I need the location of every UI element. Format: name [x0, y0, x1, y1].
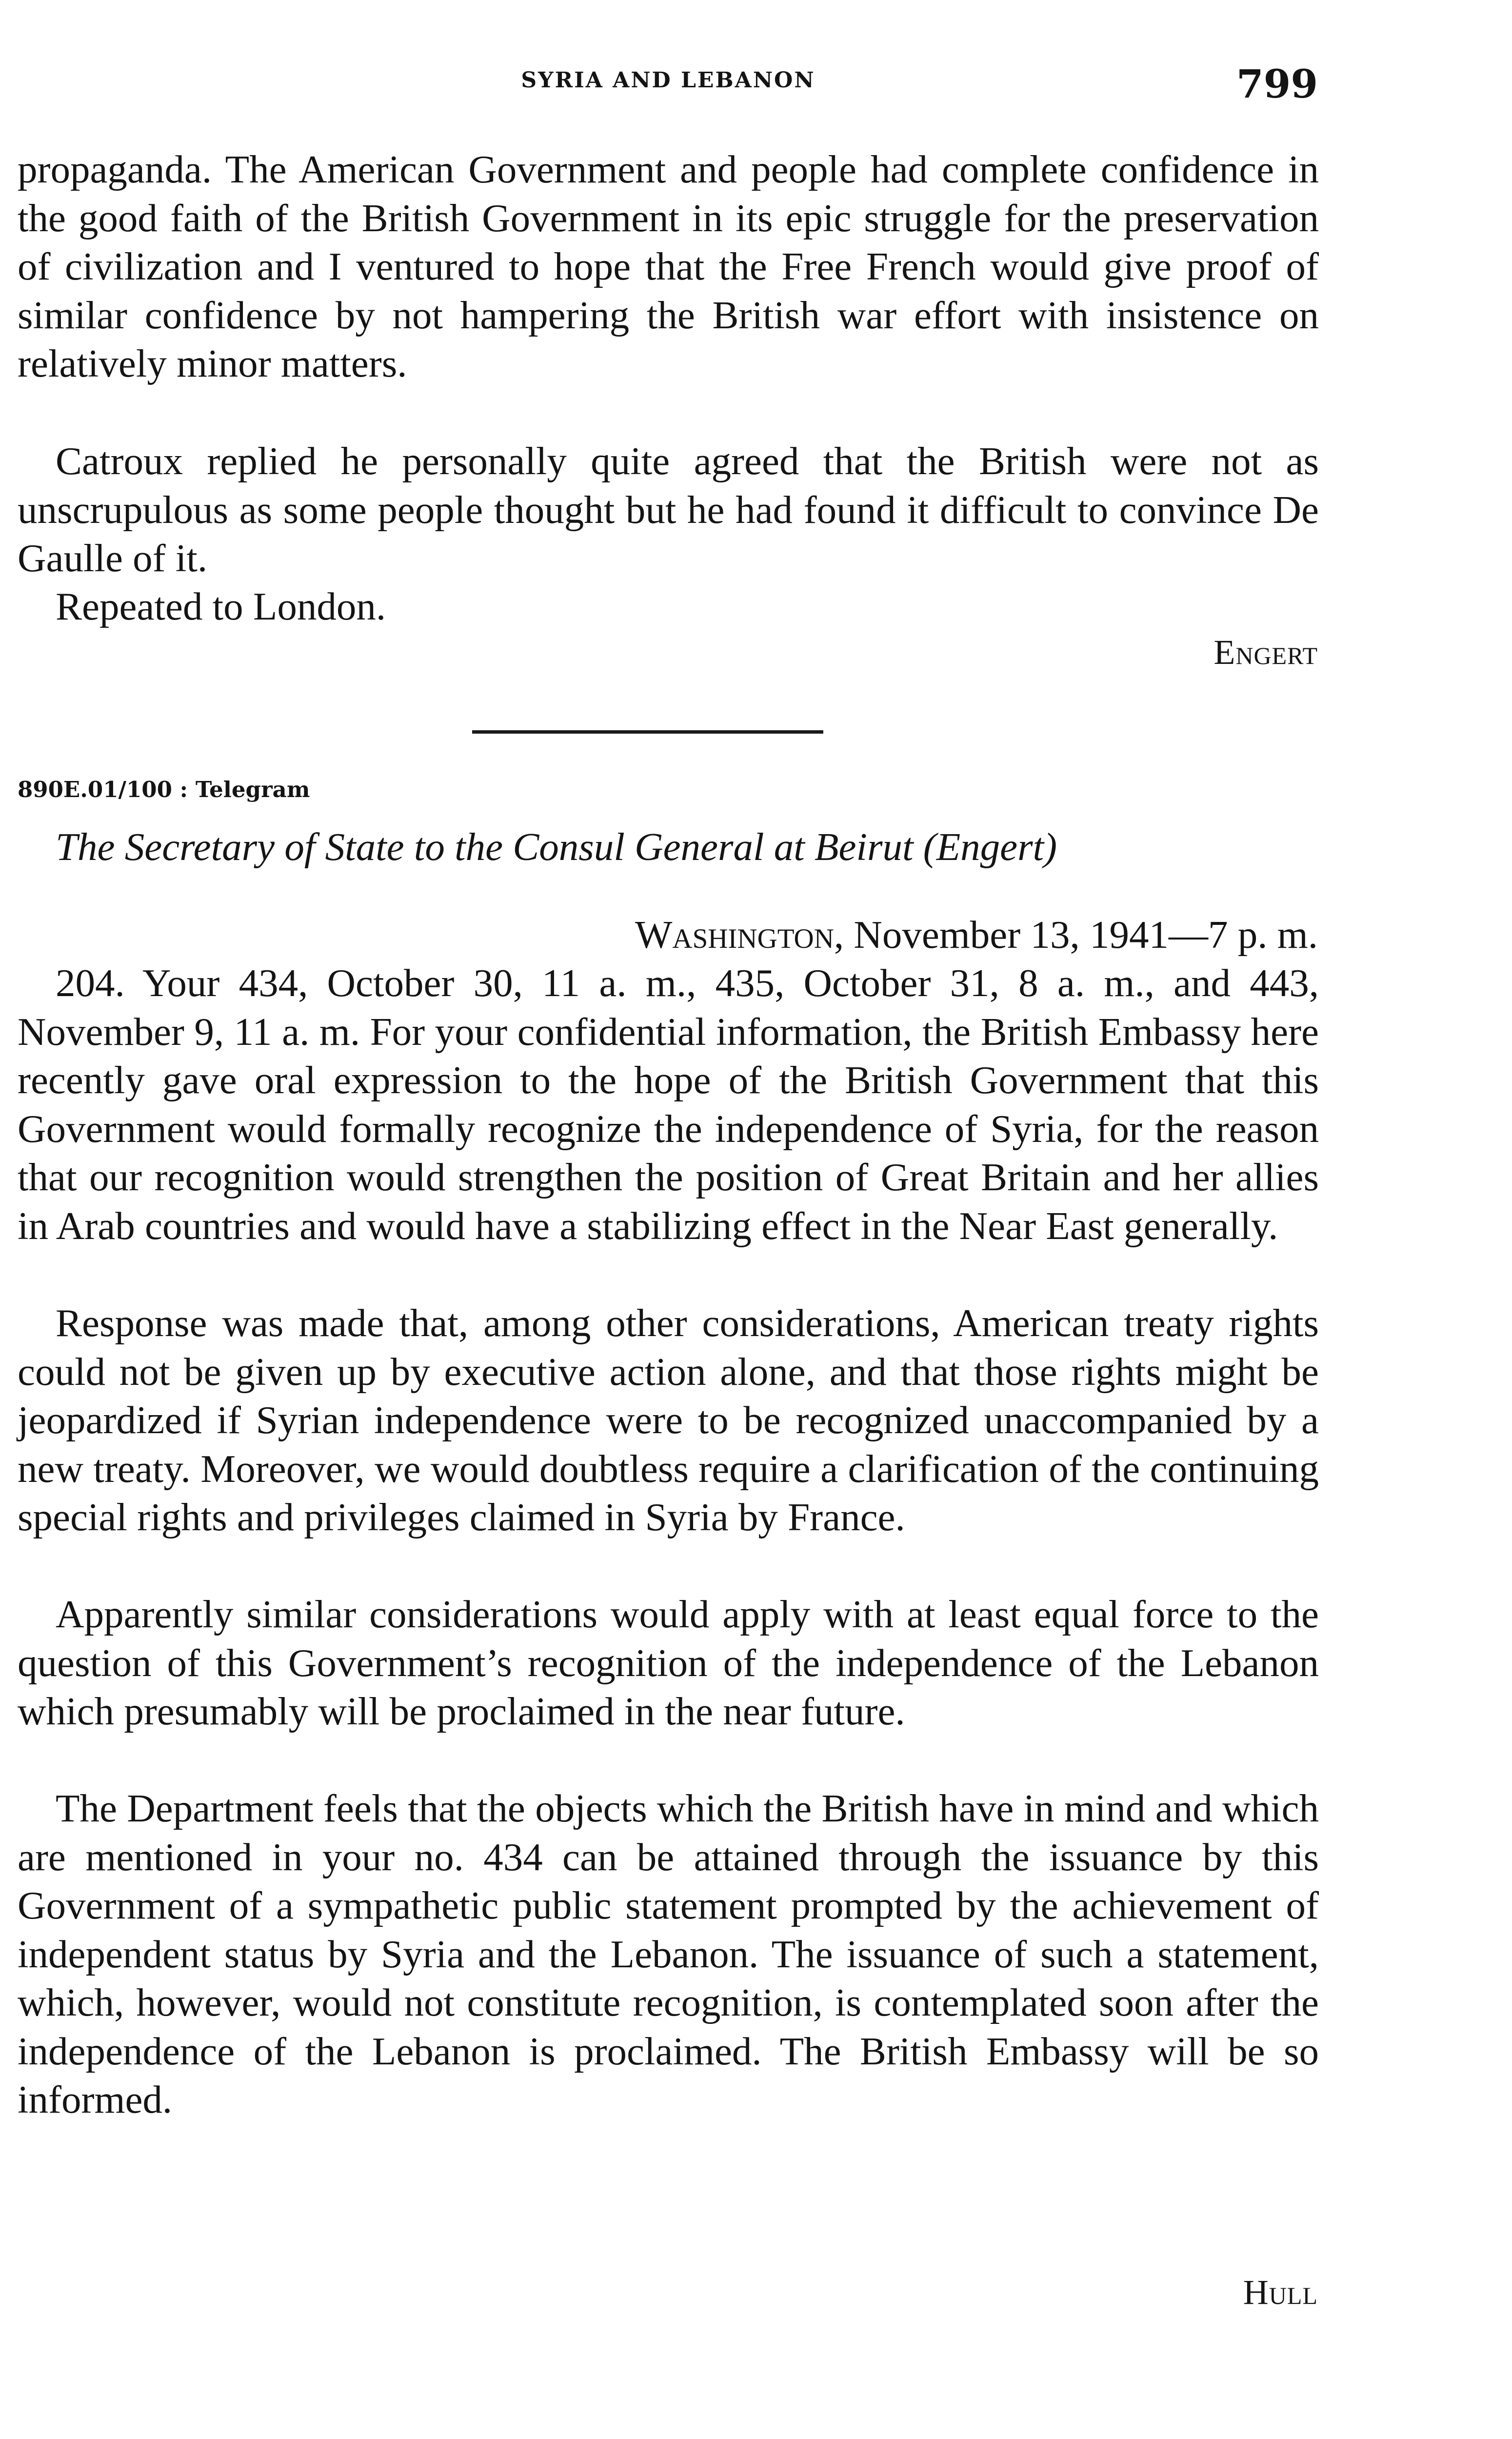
running-head [18, 61, 1319, 120]
file-reference: 890E.01/100 : Telegram [18, 777, 310, 802]
paragraph-204: 204. Your 434, October 30, 11 a. m., 435, October 31, 8 a. m., and 443, November 9, 11 a. m. For your confidential information, the British Embassy here recently gave oral expression to the hope of the British Government that this Government would formally recognize the independence of Syria, for the reason that our recognition would strengthen the position of Great Britain and her allies in Arab countries and would have a stabilizing effect in the Near East generally. [18, 961, 1319, 1248]
paragraph-repeated: Repeated to London. [56, 584, 386, 628]
running-title: SYRIA AND LEBANON [521, 68, 816, 93]
section-divider [472, 730, 823, 734]
paragraph-catroux-reply: Catroux replied he personally quite agreed that the British were not as unscrupulous as some people thought but he had found it difficult to convince De Gaulle of it. [18, 439, 1319, 580]
signature-engert: Engert [1214, 633, 1318, 672]
dateline-date: , November 13, 1941—7 p. m. [834, 913, 1318, 957]
paragraph-apparently: Apparently similar considerations would apply with at least equal force to the question of this Government’s recognition of the independence of the Lebanon which presumably will be proclaimed in the near future. [18, 1592, 1319, 1733]
document-page [18, 0, 1319, 2439]
dateline-place: Washington [635, 913, 834, 957]
paragraph-continued: propaganda. The American Government and people had complete confidence in the good faith of the British Government in its epic struggle for the preservation of civilization and I ventured to hope that the Free French would give proof of similar confidence by not hampering the British war effort with insistence on relatively minor matters. [18, 147, 1319, 385]
dateline [635, 912, 1318, 958]
document-heading: The Secretary of State to the Consul General at Beirut (Engert) [56, 825, 1057, 869]
paragraph-response: Response was made that, among other considerations, American treaty rights could not be given up by executive action alone, and that those rights might be jeopardized if Syrian independence were to be recognized unaccompanied by a new treaty. Moreover, we would doubtless require a clarification of the continuing special rights and privileges claimed in Syria by France. [18, 1301, 1319, 1539]
signature-hull: Hull [1243, 2273, 1318, 2312]
page-number: 799 [1236, 61, 1318, 107]
paragraph-department: The Department feels that the objects which the British have in mind and which are mentioned in your no. 434 can be attained through the issuance by this Government of a sympathetic public statement prompted by the achievement of independent status by Syria and the Lebanon. The issuance of such a statement, which, however, would not constitute recognition, is contemplated soon after the independence of the Lebanon is proclaimed. The British Embassy will be so informed. [18, 1786, 1319, 2121]
